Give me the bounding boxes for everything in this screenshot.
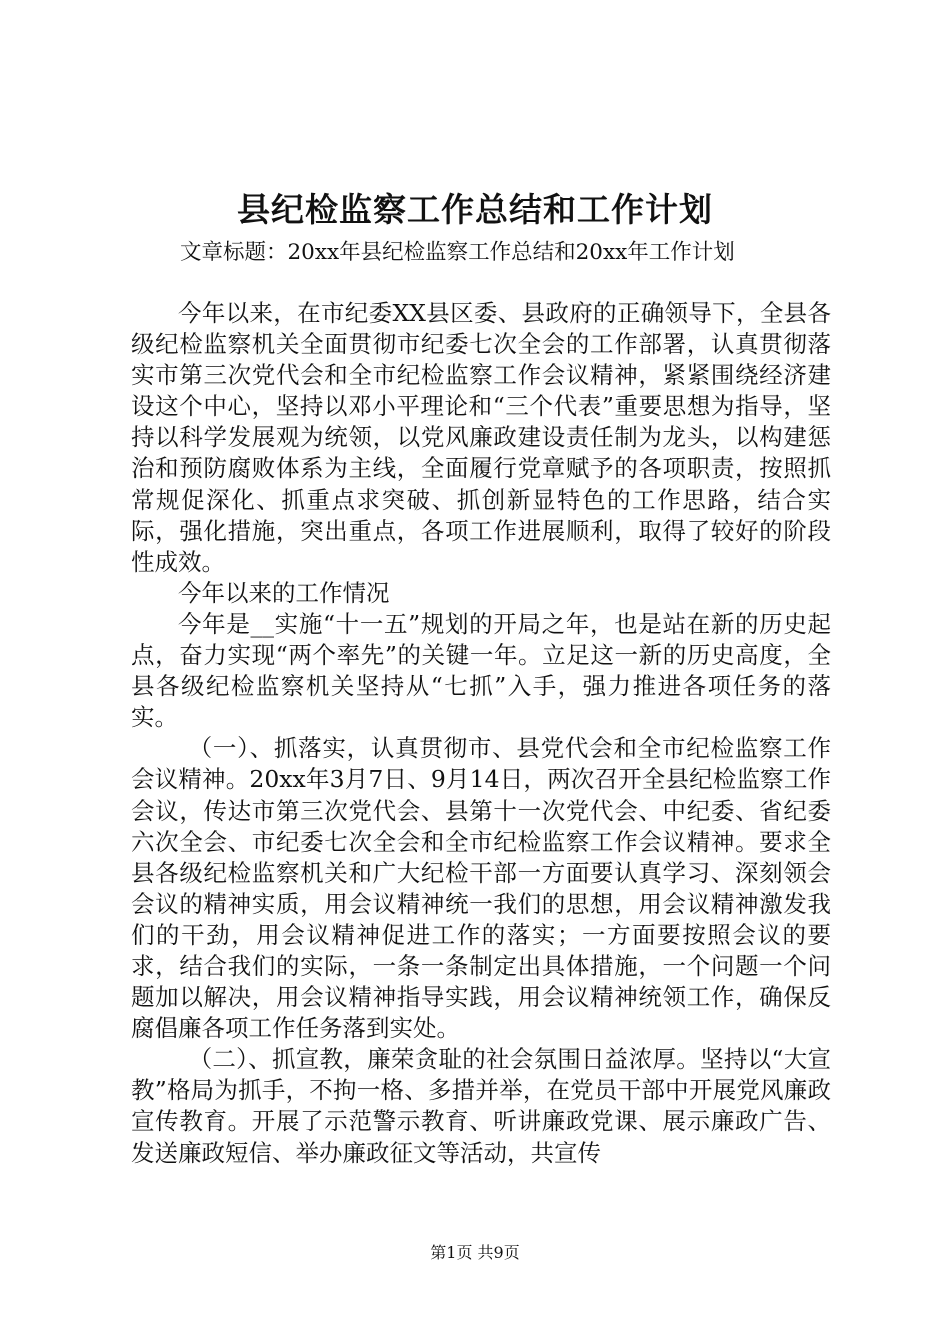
- document-subtitle: 文章标题：20xx年县纪检监察工作总结和20xx年工作计划: [180, 240, 735, 265]
- paragraph-item-2: （二）、抓宣教，廉荣贪耻的社会氛围日益浓厚。坚持以“大宣教”格局为抓手，不拘一格、多措并举，在党员干部中开展党风廉政宣传教育。开展了示范警示教育、听讲廉政党课、展示廉政广告、发送廉政短信、举办廉政征文等活动，共宣传: [131, 1045, 831, 1167]
- page-number: 第1页 共9页: [430, 1243, 520, 1262]
- paragraph-item-1: （一）、抓落实，认真贯彻市、县党代会和全市纪检监察工作会议精神。20xx年3月7日、9月14日，两次召开全县纪检监察工作会议，传达市第三次党代会、县第十一次党代会、中纪委、省纪委六次全会、市纪委七次全会和全市纪检监察工作会议精神。要求全县各级纪检监察机关和广大纪检干部一方面要认真学习、深刻领会会议的精神实质，用会议精神统一我们的思想，用会议精神激发我们的干劲，用会议精神促进工作的落实；一方面要按照会议的要求，结合我们的实际，一条一条制定出具体措施，一个问题一个问题加以解决，用会议精神指导实践，用会议精神统领工作，确保反腐倡廉各项工作任务落到实处。: [131, 734, 831, 1043]
- paragraph-overview: 今年是__实施“十一五”规划的开局之年，也是站在新的历史起点，奋力实现“两个率先”的关键一年。立足这一新的历史高度，全县各级纪检监察机关坚持从“七抓”入手，强力推进各项任务的落实。: [131, 609, 831, 732]
- document-title: 县纪检监察工作总结和工作计划: [237, 190, 713, 229]
- section-heading: 今年以来的工作情况: [178, 578, 390, 607]
- document-body: [131, 298, 831, 1169]
- paragraph-intro: 今年以来，在市纪委XX县区委、县政府的正确领导下，全县各级纪检监察机关全面贯彻市纪委七次全会的工作部署，认真贯彻落实市第三次党代会和全市纪检监察工作会议精神，紧紧围绕经济建设这个中心，坚持以邓小平理论和“三个代表”重要思想为指导，坚持以科学发展观为统领，以党风廉政建设责任制为龙头，以构建惩治和预防腐败体系为主线，全面履行党章赋予的各项职责，按照抓常规促深化、抓重点求突破、抓创新显特色的工作思路，结合实际，强化措施，突出重点，各项工作进展顺利，取得了较好的阶段性成效。: [131, 299, 831, 576]
